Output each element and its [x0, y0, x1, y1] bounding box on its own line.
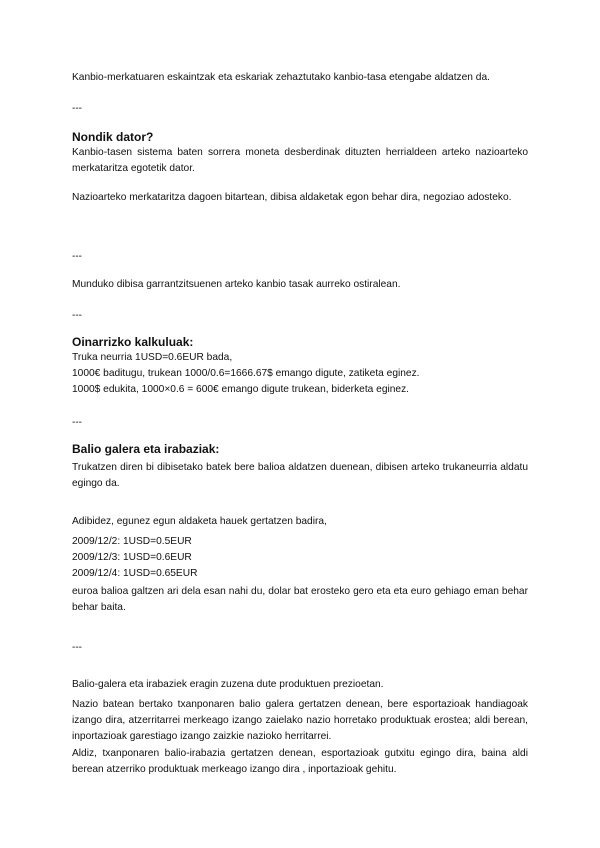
- separator: ---: [72, 251, 82, 262]
- basics-line: 1000$ edukita, 1000×0.6 = 600€ emango digute trukean, biderketa eginez.: [72, 384, 410, 395]
- origin-heading: Nondik dator?: [72, 130, 154, 144]
- effects-paragraph-3: Aldiz, txanponaren balio-irabazia gertatzen denean, esportazioak gutxitu egingo dira, baina aldi berean atzerriko produktuak merkeago izango dira , inportazioak gehitu.: [72, 748, 528, 775]
- gains-conclusion: euroa balioa galtzen ari dela esan nahi du, dolar bat erosteko gero eta eta euro gehiago eman behar behar baita.: [72, 586, 528, 613]
- basics-line: 1000€ baditugu, trukean 1000/0.6=1666.67$ emango digute, zatiketa eginez.: [72, 368, 420, 379]
- basics-lines: [72, 350, 528, 398]
- separator: ---: [72, 310, 82, 321]
- effects-paragraph-2: Nazio batean bertako txanponaren balio galera gertatzen denean, bere esportazioak handiagoak izango dira, atzerritarrei merkeago izango zaielako nazio horretako produktuak erostea; aldi berean, inportazioak garestiago izango zaizkie nazioko herritarrei.: [72, 699, 528, 742]
- example-item: 2009/12/3: 1USD=0.6EUR: [72, 552, 192, 563]
- basics-line: Truka neurria 1USD=0.6EUR bada,: [72, 352, 233, 363]
- example-list: [72, 534, 528, 582]
- effects-paragraph-1: Balio-galera eta irabaziek eragin zuzena dute produktuen prezioetan.: [72, 679, 384, 690]
- separator: ---: [72, 417, 82, 428]
- gains-heading: Balio galera eta irabaziak:: [72, 442, 220, 456]
- rates-note: Munduko dibisa garrantzitsuenen arteko kanbio tasak aurreko ostiralean.: [72, 279, 401, 290]
- separator: ---: [72, 642, 82, 653]
- origin-paragraph-1: Kanbio-tasen sistema baten sorrera moneta desberdinak dituzten herrialdeen arteko nazioarteko merkataritza egotetik dator.: [72, 147, 528, 174]
- gains-paragraph: Trukatzen diren bi dibisetako batek bere balioa aldatzen duenean, dibisen arteko trukaneurria aldatu egingo da.: [72, 462, 528, 489]
- intro-paragraph: Kanbio-merkatuaren eskaintzak eta eskariak zehaztutako kanbio-tasa etengabe aldatzen da.: [72, 72, 490, 83]
- origin-paragraph-2: Nazioarteko merkataritza dagoen bitartean, dibisa aldaketak egon behar dira, negoziao adosteko.: [72, 192, 512, 203]
- example-item: 2009/12/2: 1USD=0.5EUR: [72, 536, 192, 547]
- example-item: 2009/12/4: 1USD=0.65EUR: [72, 568, 198, 579]
- example-intro: Adibidez, egunez egun aldaketa hauek gertatzen badira,: [72, 516, 327, 527]
- separator: ---: [72, 103, 82, 114]
- basics-heading: Oinarrizko kalkuluak:: [72, 335, 194, 349]
